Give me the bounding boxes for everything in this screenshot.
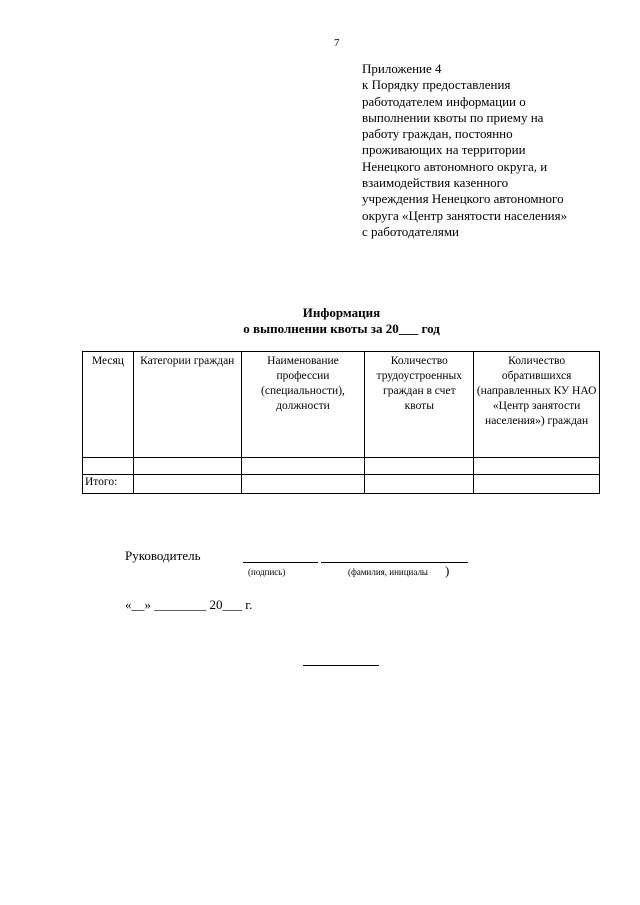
name-caption: (фамилия, инициалы (348, 567, 428, 577)
appendix-line: округа «Центр занятости населения» (362, 207, 568, 223)
quota-table (82, 351, 600, 494)
appendix-line: к Порядку предоставления (362, 77, 511, 93)
signature-line (243, 562, 318, 563)
column-header-profession: Наименование профессии (специальности), должности (241, 352, 365, 458)
table-cell (83, 458, 134, 475)
document-subtitle: о выполнении квоты за 20___ год (243, 321, 440, 336)
appendix-line: выполнении квоты по приему на (362, 109, 544, 125)
table-cell (133, 475, 241, 494)
column-header-month: Месяц (83, 352, 134, 458)
column-header-employed-count: Количество трудоустроенных граждан в счет квоты (365, 352, 474, 458)
appendix-line: с работодателями (362, 223, 460, 239)
appendix-line: работодателем информации о (362, 93, 526, 109)
table-row (83, 458, 600, 475)
appendix-line: учреждения Ненецкого автономного (362, 191, 564, 207)
table-total-row (83, 475, 600, 494)
table-cell (241, 475, 365, 494)
signer-role: Руководитель (125, 548, 201, 563)
appendix-line: работу граждан, постоянно (362, 126, 513, 142)
table-cell (133, 458, 241, 475)
document-title: Информация (302, 305, 381, 320)
page-number: 7 (334, 37, 340, 49)
appendix-line: Приложение 4 (362, 61, 442, 76)
appendix-line: Ненецкого автономного округа, и (362, 158, 548, 174)
column-header-category: Категории граждан (133, 352, 241, 458)
table-header-row (83, 352, 600, 458)
end-separator (303, 665, 379, 666)
total-label: Итого: (83, 475, 134, 494)
appendix-line: взаимодействия казенного (362, 175, 509, 191)
table-cell (365, 475, 474, 494)
table-cell (474, 475, 600, 494)
appendix-note (362, 61, 612, 240)
date-line: «__» ________ 20___ г. (125, 597, 253, 612)
name-caption-bracket: ) (445, 563, 450, 578)
table-cell (241, 458, 365, 475)
signature-caption: (подпись) (248, 567, 286, 577)
appendix-line: проживающих на территории (362, 142, 526, 158)
table-cell (474, 458, 600, 475)
table-cell (365, 458, 474, 475)
column-header-applied-count: Количество обратившихся (направленных КУ НАО «Центр занятости населения») граждан (474, 352, 600, 458)
